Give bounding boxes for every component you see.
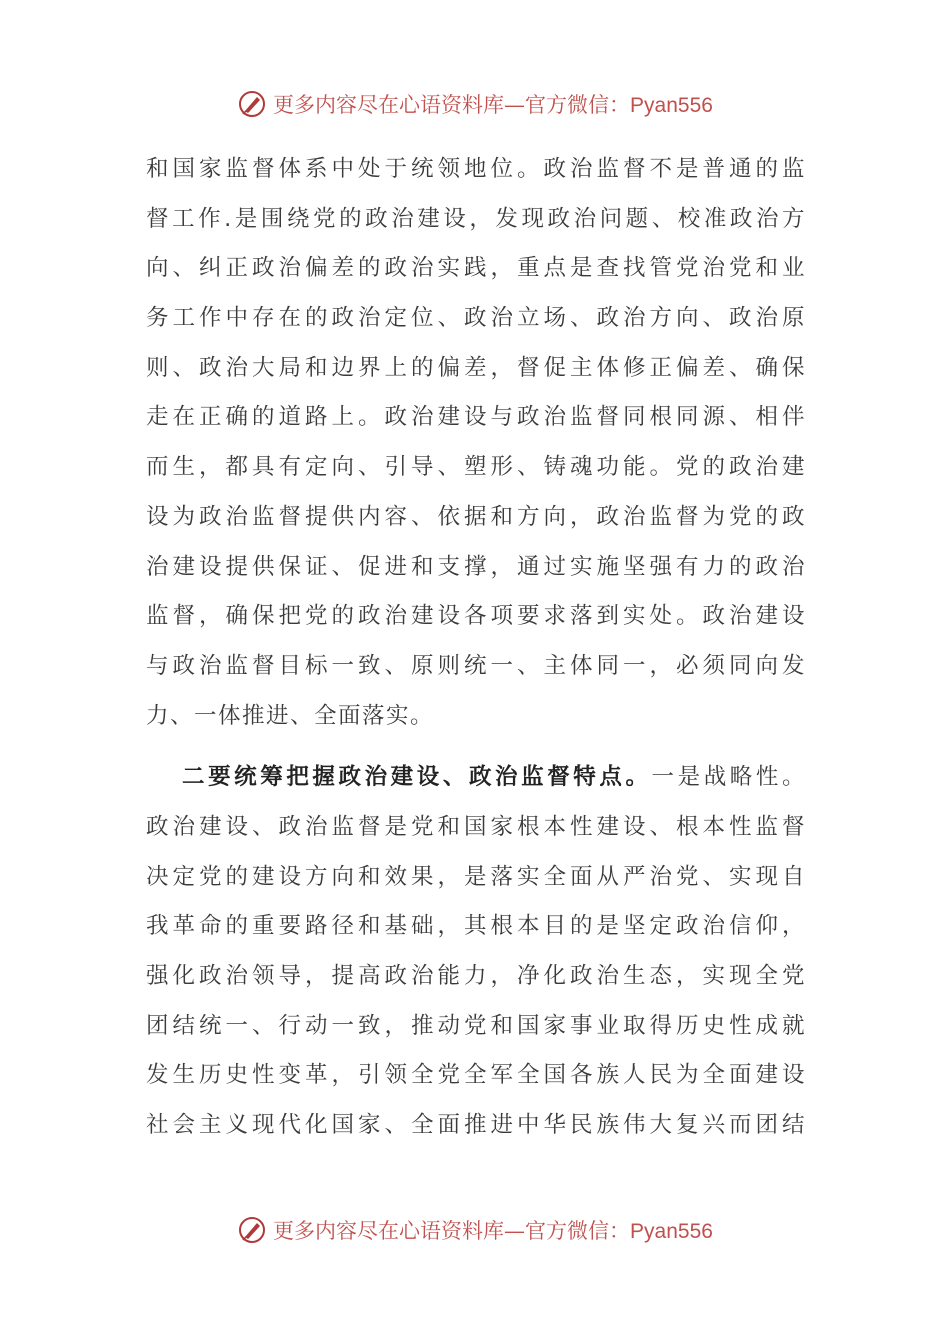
banner-wechat-label: 官方微信： <box>525 1219 631 1243</box>
banner-wechat-id: Pyan556 <box>630 1220 713 1243</box>
header-banner <box>0 86 950 122</box>
paragraph-2-first-line <box>146 753 806 803</box>
pen-nib-logo-icon <box>237 89 267 119</box>
footer-banner <box>0 1212 950 1248</box>
banner-text <box>273 1215 713 1245</box>
banner-text <box>273 89 713 119</box>
pen-nib-logo-icon <box>237 1215 267 1245</box>
banner-wechat-id: Pyan556 <box>630 94 713 117</box>
section-heading: 二要统筹把握政治建设、政治监督特点。 <box>182 764 652 791</box>
banner-dash: — <box>504 93 526 117</box>
text-line: 治建设提供保证、促进和支撑，通过实施坚强有力的政治 <box>146 553 806 580</box>
banner-brand: 更多内容尽在心语资料库 <box>273 1219 505 1243</box>
text-line: 发生历史性变革，引领全党全军全国各族人民为全面建设 <box>146 1062 806 1089</box>
text-line: 而生，都具有定向、引导、塑形、铸魂功能。党的政治建 <box>146 454 806 481</box>
text-line: 强化政治领导，提高政治能力，净化政治生态，实现全党 <box>146 963 806 989</box>
text-line: 务工作中存在的政治定位、政治立场、政治方向、政治原 <box>146 305 806 332</box>
banner-brand: 更多内容尽在心语资料库 <box>273 93 505 117</box>
text-line: 政治建设、政治监督是党和国家根本性建设、根本性监督 <box>146 813 806 840</box>
text-line: 力、一体推进、全面落实。 <box>146 702 435 729</box>
text-line: 社会主义现代化国家、全面推进中华民族伟大复兴而团结 <box>146 1112 806 1139</box>
paragraph-2 <box>146 753 806 1151</box>
banner-wechat-label: 官方微信： <box>525 93 631 117</box>
text-line: 设为政治监督提供内容、依据和方向，政治监督为党的政 <box>146 503 806 530</box>
text-line: 督工作.是围绕党的政治建设，发现政治问题、校准政治方 <box>146 205 806 232</box>
text-line: 向、纠正政治偏差的政治实践，重点是查找管党治党和业 <box>146 255 806 282</box>
text-line: 和国家监督体系中处于统领地位。政治监督不是普通的监 <box>146 156 806 182</box>
text-line: 我革命的重要路径和基础，其根本目的是坚定政治信仰， <box>146 913 806 940</box>
text-line: 走在正确的道路上。政治建设与政治监督同根同源、相伴 <box>146 404 806 431</box>
banner-dash: — <box>504 1219 526 1243</box>
heading-continuation: 一是战略性。 <box>651 764 806 791</box>
text-line: 则、政治大局和边界上的偏差，督促主体修正偏差、确保 <box>146 354 806 381</box>
text-line: 监督，确保把党的政治建设各项要求落到实处。政治建设 <box>146 603 806 630</box>
document-body <box>146 145 806 1151</box>
text-line: 与政治监督目标一致、原则统一、主体同一，必须同向发 <box>146 652 806 679</box>
paragraph-1 <box>146 145 806 741</box>
text-line: 决定党的建设方向和效果，是落实全面从严治党、实现自 <box>146 863 806 890</box>
text-line: 团结统一、行动一致，推动党和国家事业取得历史性成就 <box>146 1012 806 1039</box>
